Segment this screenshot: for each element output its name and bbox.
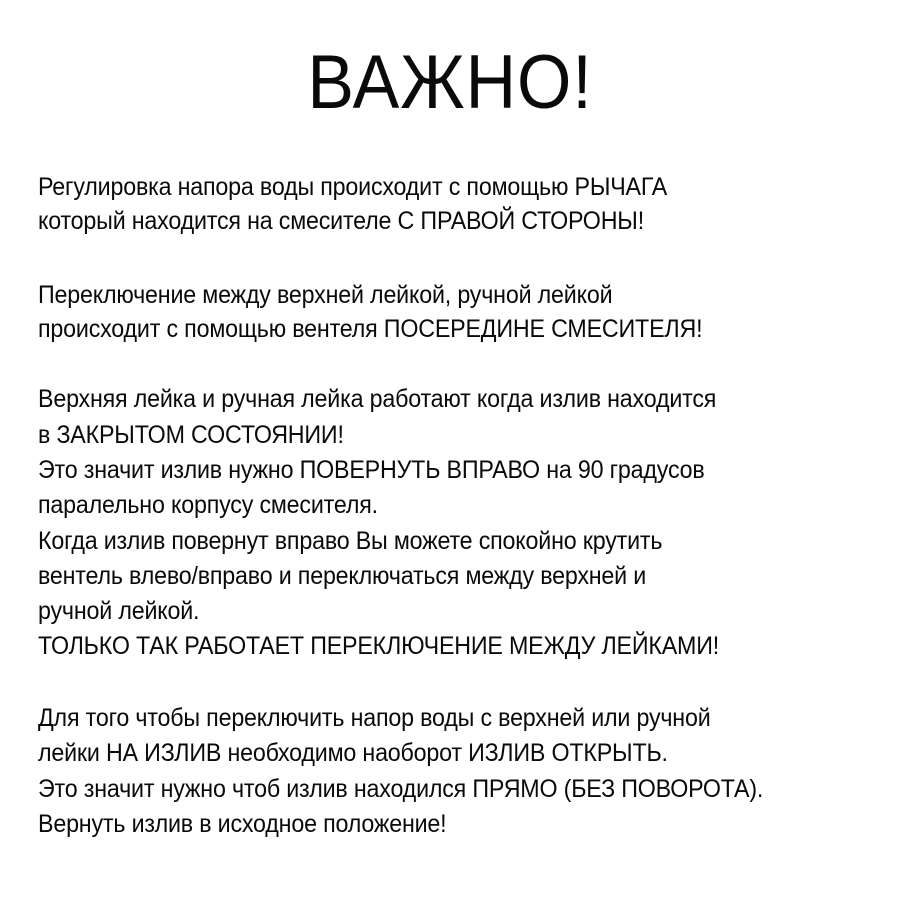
paragraph-4-line-2: лейки НА ИЗЛИВ необходимо наоборот ИЗЛИВ ОТКРЫТЬ. [38,739,668,767]
paragraph-4-line-4: Вернуть излив в исходное положение! [38,810,447,838]
paragraph-1-line-2: который находится на смесителе С ПРАВОЙ СТОРОНЫ! [38,207,644,235]
paragraph-3-line-6: вентель влево/вправо и переключаться между верхней и [38,562,647,590]
paragraph-1-line-1: Регулировка напора воды происходит с помощью РЫЧАГА [38,173,668,201]
paragraph-3-line-2: в ЗАКРЫТОМ СОСТОЯНИИ! [38,421,344,449]
page-title: ВАЖНО! [307,40,593,125]
paragraph-3-line-1: Верхняя лейка и ручная лейка работают когда излив находится [38,385,717,413]
paragraph-3-line-7: ручной лейкой. [38,597,200,625]
paragraph-4-line-1: Для того чтобы переключить напор воды с верхней или ручной [38,704,711,732]
paragraph-2-line-1: Переключение между верхней лейкой, ручной лейкой [38,281,613,309]
paragraph-3-line-4: паралельно корпусу смесителя. [38,491,378,519]
paragraph-2-line-2: происходит с помощью вентеля ПОСЕРЕДИНЕ СМЕСИТЕЛЯ! [38,315,703,343]
paragraph-3-line-5: Когда излив повернут вправо Вы можете спокойно крутить [38,527,663,555]
paragraph-3-line-8: ТОЛЬКО ТАК РАБОТАЕТ ПЕРЕКЛЮЧЕНИЕ МЕЖДУ ЛЕЙКАМИ! [38,632,720,660]
paragraph-3-line-3: Это значит излив нужно ПОВЕРНУТЬ ВПРАВО на 90 градусов [38,456,705,484]
paragraph-4-line-3: Это значит нужно чтоб излив находился ПРЯМО (БЕЗ ПОВОРОТА). [38,775,764,803]
